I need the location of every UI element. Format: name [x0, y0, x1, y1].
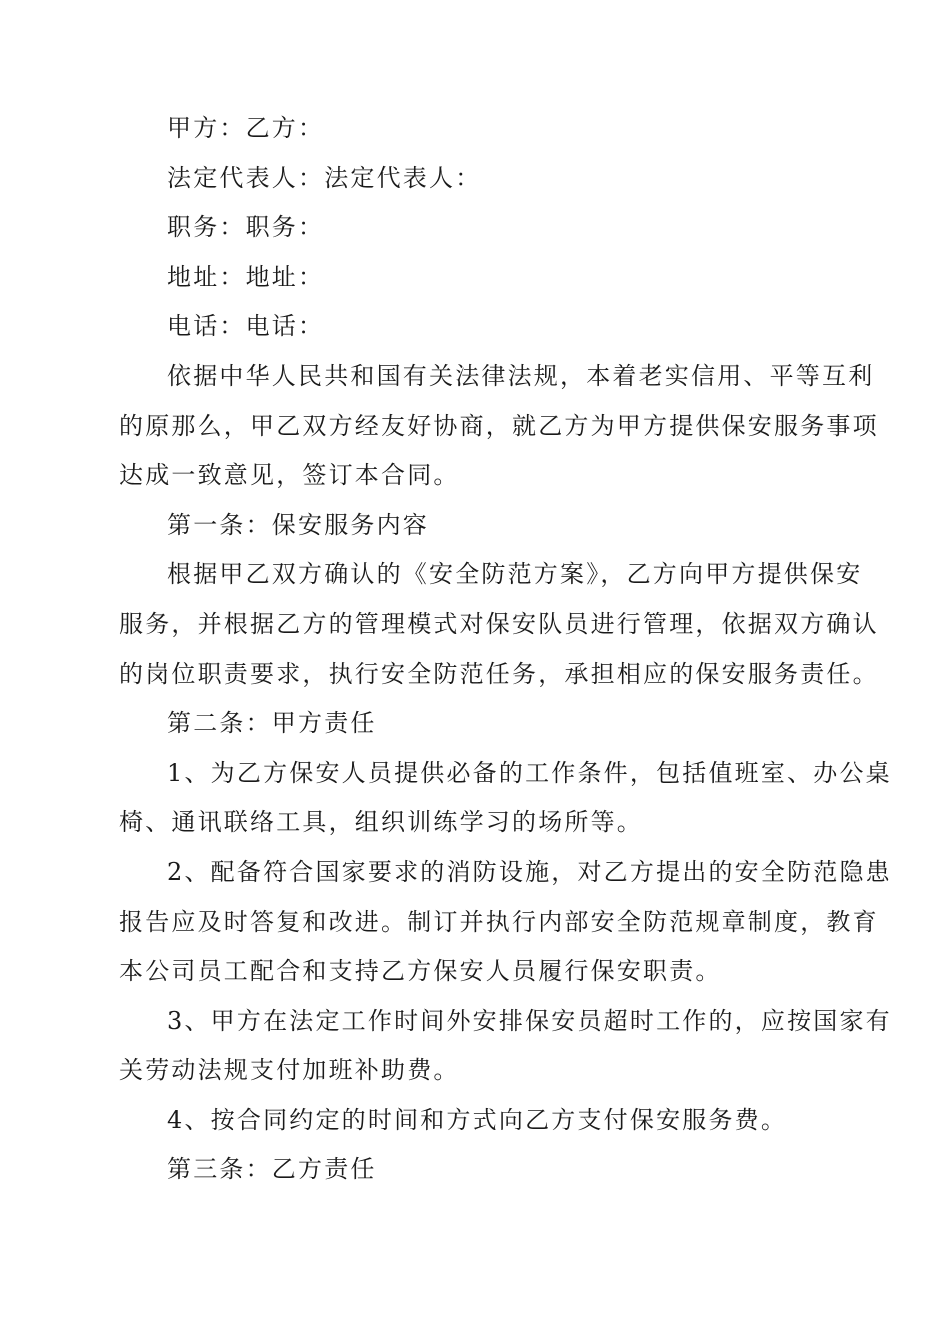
preamble-line-1: 依据中华人民共和国有关法律法规，本着老实信用、平等互利 — [167, 361, 875, 390]
article-2-item-2-line-2: 报告应及时答复和改进。制订并执行内部安全防范规章制度，教育 — [119, 907, 879, 936]
article-1-line-1: 根据甲乙双方确认的《安全防范方案》，乙方向甲方提供保安 — [167, 560, 863, 589]
address-line: 地址：地址： — [167, 262, 325, 291]
article-2-heading: 第二条：甲方责任 — [167, 709, 377, 738]
contract-text — [119, 104, 892, 1195]
article-2-item-4: 4、按合同约定的时间和方式向乙方支付保安服务费。 — [167, 1105, 788, 1134]
preamble-line-3: 达成一致意见，签订本合同。 — [119, 461, 460, 490]
article-2-item-1-line-1: 1、为乙方保安人员提供必备的工作条件，包括值班室、办公桌 — [167, 758, 892, 787]
article-2-item-2-line-1: 2、配备符合国家要求的消防设施，对乙方提出的安全防范隐患 — [167, 857, 892, 886]
article-2-item-1-line-2: 椅、通讯联络工具，组织训练学习的场所等。 — [119, 808, 643, 837]
article-1-line-3: 的岗位职责要求，执行安全防范任务，承担相应的保安服务责任。 — [119, 659, 879, 688]
article-2-item-3-line-1: 3、甲方在法定工作时间外安排保安员超时工作的，应按国家有 — [167, 1006, 892, 1035]
article-1-heading: 第一条：保安服务内容 — [167, 510, 429, 539]
article-1-line-2: 服务，并根据乙方的管理模式对保安队员进行管理，依据双方确认 — [119, 609, 879, 638]
phone-line: 电话：电话： — [167, 312, 325, 341]
article-3-heading: 第三条：乙方责任 — [167, 1155, 377, 1184]
position-line: 职务：职务： — [167, 213, 325, 242]
legal-representative-line: 法定代表人：法定代表人： — [167, 163, 482, 192]
article-2-item-2-line-3: 本公司员工配合和支持乙方保安人员履行保安职责。 — [119, 957, 722, 986]
preamble-line-2: 的原那么，甲乙双方经友好协商，就乙方为甲方提供保安服务事项 — [119, 411, 879, 440]
party-names-line: 甲方：乙方： — [167, 114, 325, 142]
article-2-item-3-line-2: 关劳动法规支付加班补助费。 — [119, 1056, 460, 1085]
